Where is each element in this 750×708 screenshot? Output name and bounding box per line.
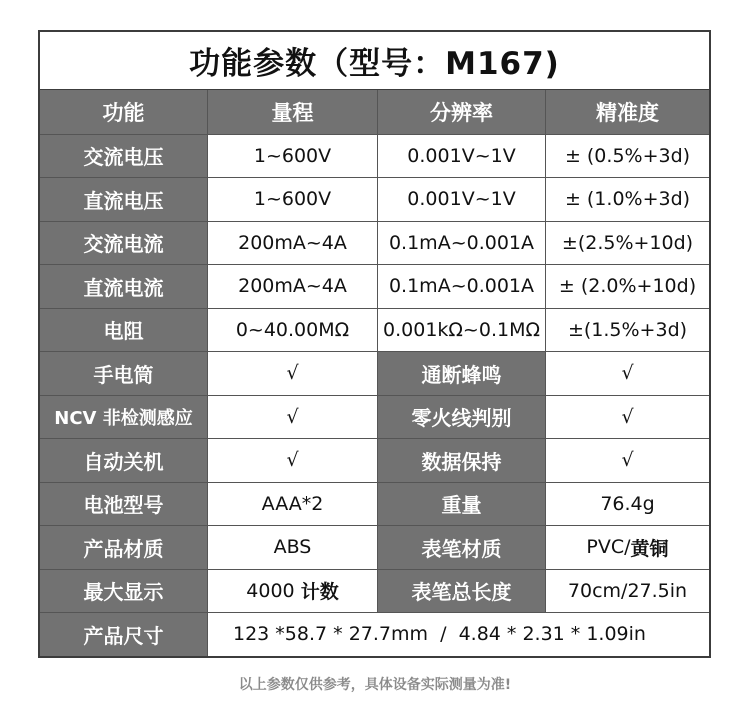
table-title: 功能参数（型号：M167): [40, 32, 709, 90]
accuracy-value: ±(1.5%+3d): [545, 309, 709, 352]
table-row: [40, 134, 709, 178]
size-label: 产品尺寸: [40, 613, 207, 656]
accuracy-value: ± (2.0%+10d): [545, 265, 709, 308]
table-row: [40, 395, 709, 439]
table-row: [40, 612, 709, 656]
material-label: 产品材质: [40, 526, 207, 569]
table-row: [40, 525, 709, 569]
accuracy-value: ±(2.5%+10d): [545, 222, 709, 265]
resolution-value: 0.001kΩ~0.1MΩ: [377, 309, 545, 352]
footnote: 以上参数仅供参考，具体设备实际测量为准!: [238, 677, 512, 693]
resolution-value: 0.1mA~0.001A: [377, 222, 545, 265]
size-value: 123 *58.7 * 27.7mm / 4.84 * 2.31 * 1.09in: [207, 613, 709, 656]
table-row: [40, 264, 709, 308]
max-display-count: 4000: [246, 579, 301, 602]
row-label: 电阻: [40, 309, 207, 352]
accuracy-value: ± (1.0%+3d): [545, 178, 709, 221]
feature-label: 零火线判别: [377, 396, 545, 439]
check-mark: √: [207, 439, 377, 482]
table-row: [40, 438, 709, 482]
header-row: [40, 90, 709, 134]
header-accuracy: 精准度: [545, 90, 709, 134]
row-label: 直流电压: [40, 178, 207, 221]
max-display-unit: 计数: [300, 581, 339, 604]
max-display-value: [207, 570, 377, 613]
row-label: 直流电流: [40, 265, 207, 308]
range-value: 200mA~4A: [207, 265, 377, 308]
pen-length-label: 表笔总长度: [377, 570, 545, 613]
check-mark: √: [207, 352, 377, 395]
table-row: [40, 569, 709, 613]
row-label: 交流电压: [40, 135, 207, 178]
pen-material-value-b: 黄铜: [630, 537, 669, 560]
check-mark: √: [545, 352, 709, 395]
check-mark: √: [207, 396, 377, 439]
feature-label: NCV 非检测感应: [40, 396, 207, 439]
table-row: [40, 308, 709, 352]
table-row: [40, 177, 709, 221]
check-mark: √: [545, 439, 709, 482]
table-row: [40, 351, 709, 395]
resolution-value: 0.001V~1V: [377, 135, 545, 178]
row-label: 交流电流: [40, 222, 207, 265]
feature-label: 数据保持: [377, 439, 545, 482]
table-row: [40, 221, 709, 265]
header-range: 量程: [207, 90, 377, 134]
feature-label: 通断蜂鸣: [377, 352, 545, 395]
pen-material-label: 表笔材质: [377, 526, 545, 569]
range-value: 1~600V: [207, 178, 377, 221]
table-row: [40, 482, 709, 526]
spec-table: [38, 30, 711, 658]
resolution-value: 0.1mA~0.001A: [377, 265, 545, 308]
pen-material-value-a: PVC/: [586, 536, 631, 559]
pen-length-value: 70cm/27.5in: [545, 570, 709, 613]
resolution-value: 0.001V~1V: [377, 178, 545, 221]
range-value: 200mA~4A: [207, 222, 377, 265]
range-value: 0~40.00MΩ: [207, 309, 377, 352]
feature-label: 电池型号: [40, 483, 207, 526]
accuracy-value: ± (0.5%+3d): [545, 135, 709, 178]
header-function: 功能: [40, 90, 207, 134]
feature-label: 重量: [377, 483, 545, 526]
max-display-label: 最大显示: [40, 570, 207, 613]
pen-material-value: [545, 526, 709, 569]
battery-value: AAA*2: [207, 483, 377, 526]
feature-label: 手电筒: [40, 352, 207, 395]
material-value: ABS: [207, 526, 377, 569]
weight-value: 76.4g: [545, 483, 709, 526]
check-mark: √: [545, 396, 709, 439]
range-value: 1~600V: [207, 135, 377, 178]
feature-label: 自动关机: [40, 439, 207, 482]
header-resolution: 分辨率: [377, 90, 545, 134]
